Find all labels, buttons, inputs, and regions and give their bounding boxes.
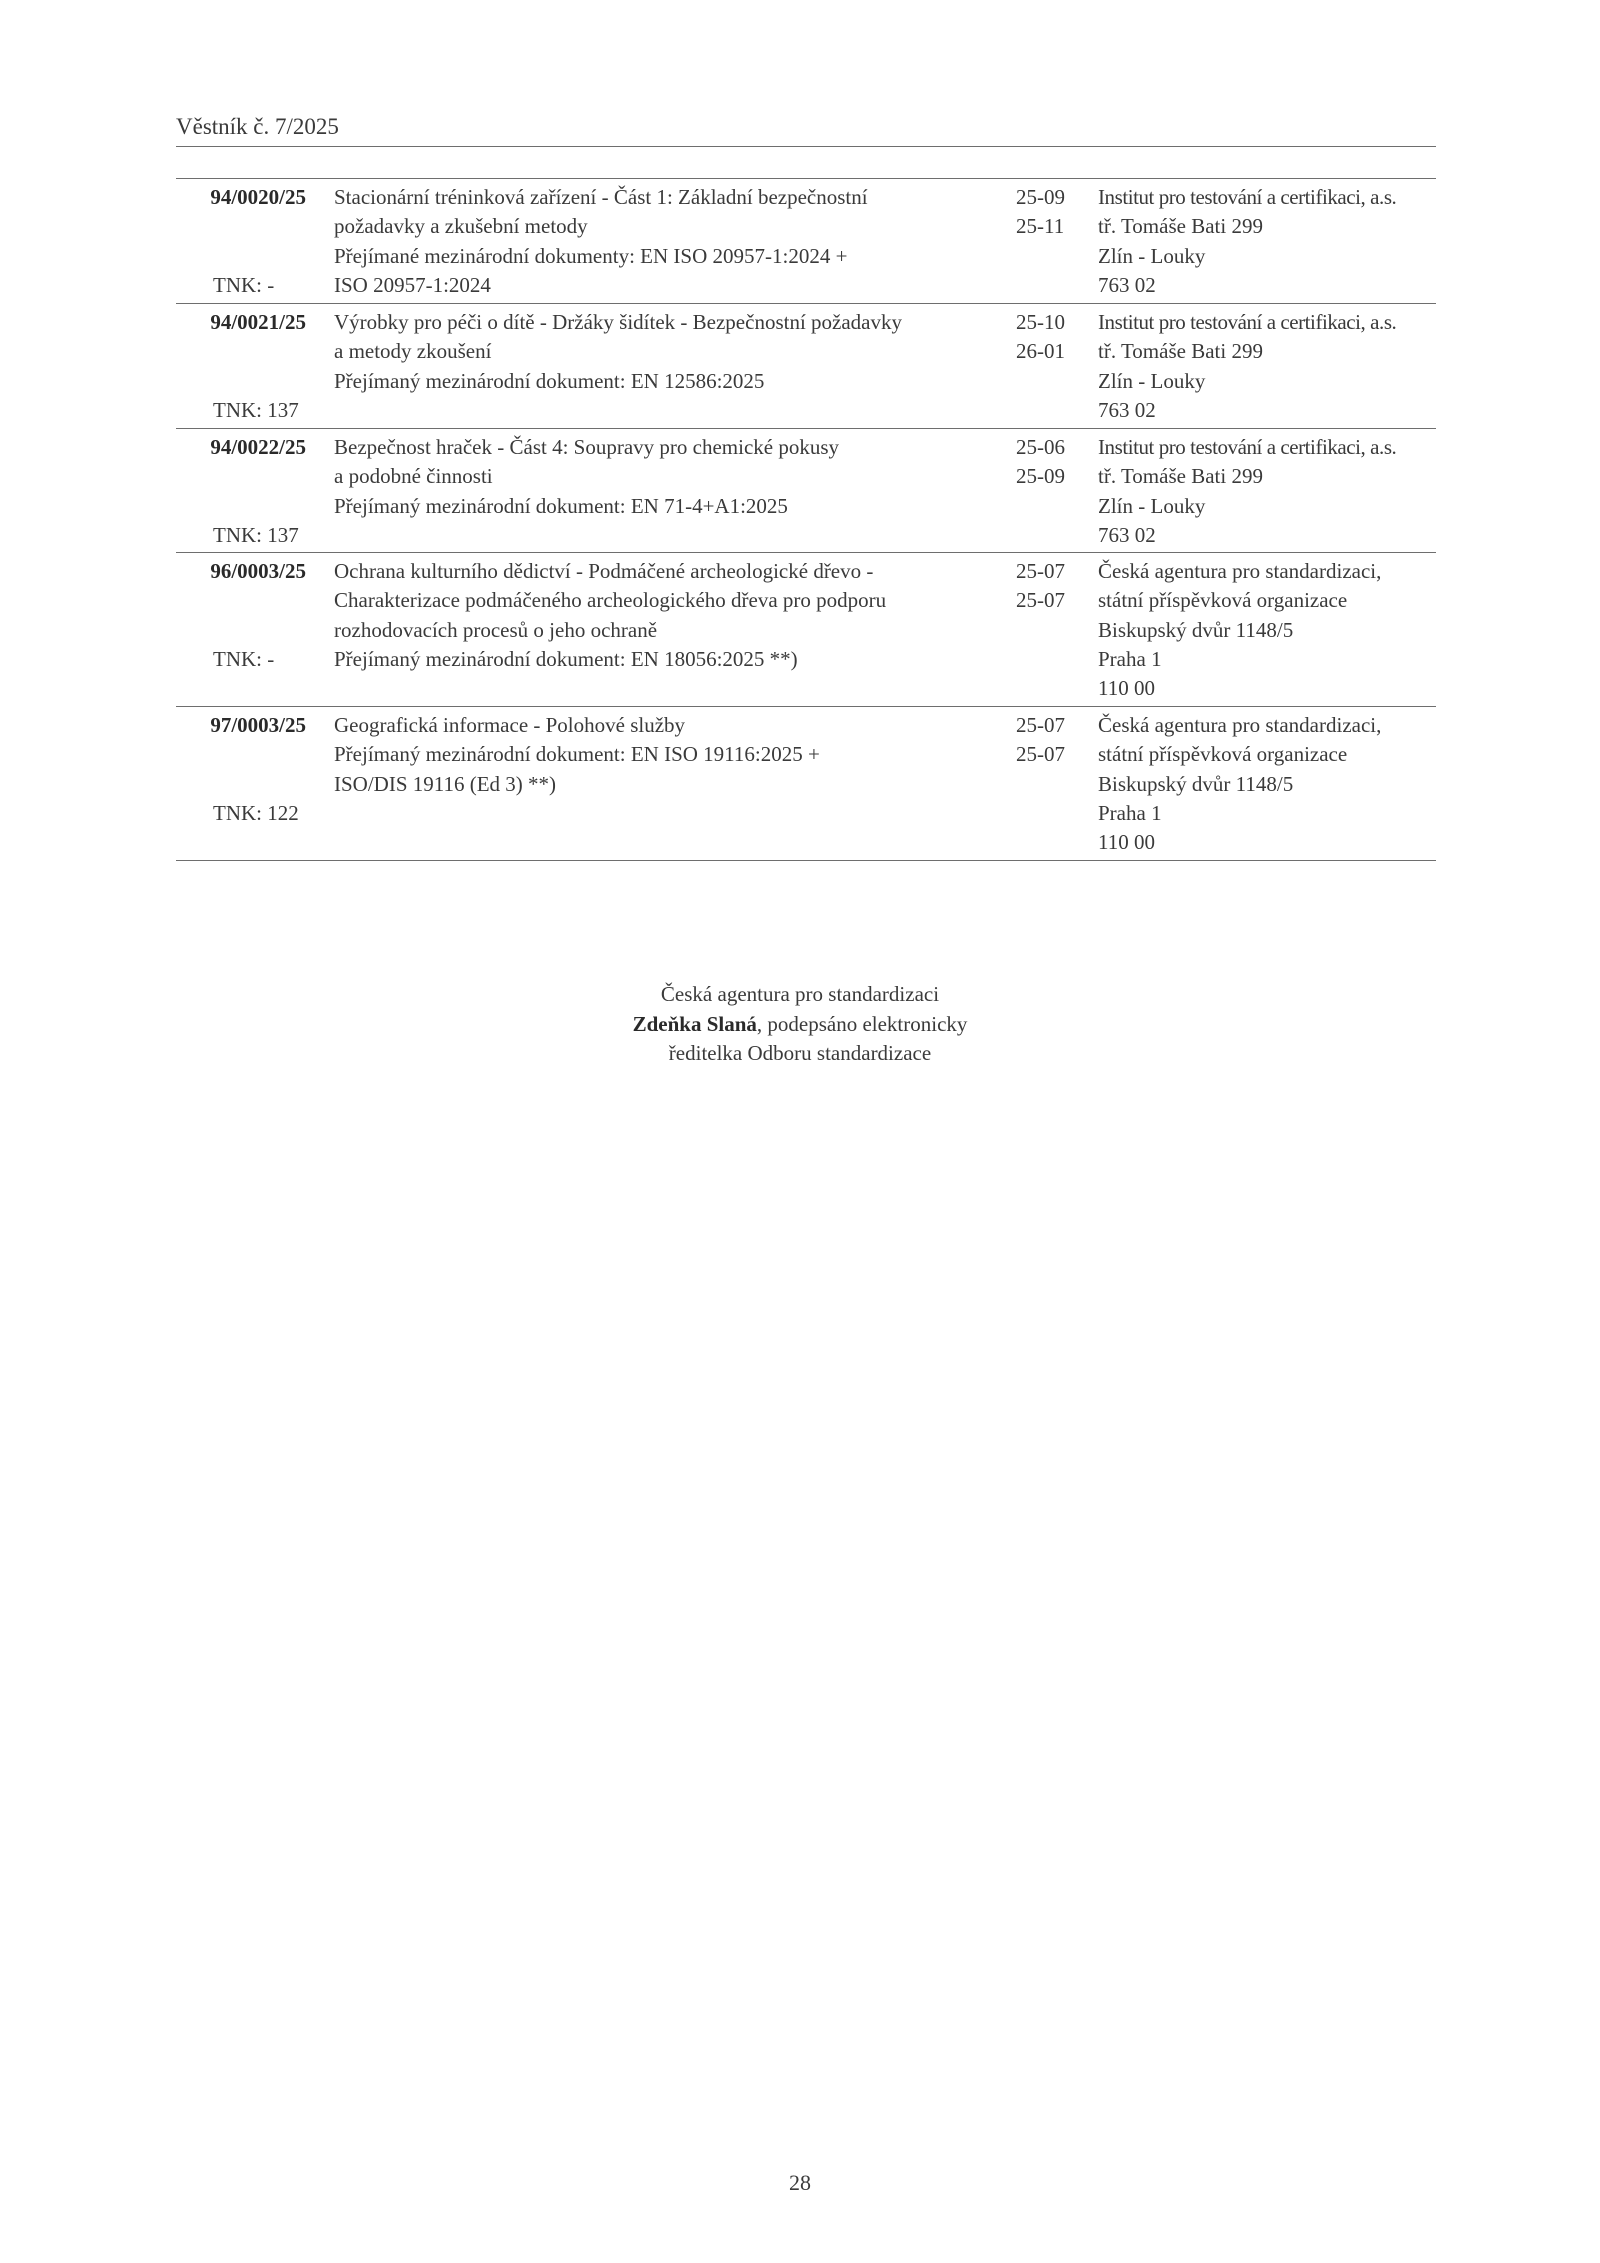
date-value: 25-09 (1016, 185, 1065, 209)
title-line: Přejímaný mezinárodní dokument: EN ISO 19116:2025 + (334, 742, 820, 767)
entry-number-column (176, 711, 306, 856)
title-line: Stacionární tréninková zařízení - Část 1: Základní bezpečnostní (334, 185, 868, 209)
signature-block (0, 980, 1600, 1069)
entry-number-column (176, 433, 306, 548)
title-line: požadavky a zkušební metody (334, 214, 588, 239)
entry-dates (1016, 711, 1086, 770)
table-row (176, 707, 1436, 861)
entry-title (334, 711, 994, 799)
table-row (176, 304, 1436, 429)
title-line: ISO/DIS 19116 (Ed 3) **) (334, 771, 557, 796)
tnk-label: TNK: - (213, 646, 275, 671)
entry-address (1098, 711, 1436, 857)
entry-title (334, 183, 994, 300)
title-line: a podobné činnosti (334, 464, 493, 489)
tnk-label: TNK: - (213, 272, 275, 297)
title-line: rozhodovacích procesů o jeho ochraně (334, 617, 658, 642)
address-line: Zlín - Louky (1098, 243, 1206, 268)
title-line: Charakterizace podmáčeného archeologického dřeva pro podporu (334, 588, 887, 613)
journal-title: Věstník č. 7/2025 (176, 114, 339, 139)
address-line: státní příspěvková organizace (1098, 742, 1348, 767)
date-value: 25-07 (1016, 742, 1065, 767)
title-line: a metody zkoušení (334, 339, 492, 364)
page-header (176, 112, 1436, 147)
address-line: tř. Tomáše Bati 299 (1098, 464, 1263, 489)
address-line: Česká agentura pro standardizaci, (1098, 713, 1382, 737)
address-line: 763 02 (1098, 272, 1156, 297)
address-line: Biskupský dvůr 1148/5 (1098, 617, 1294, 642)
title-line: Přejímaný mezinárodní dokument: EN 12586:2025 (334, 368, 765, 393)
address-line: Biskupský dvůr 1148/5 (1098, 771, 1294, 796)
address-line: 110 00 (1098, 830, 1155, 855)
title-line: Bezpečnost hraček - Část 4: Soupravy pro chemické pokusy (334, 435, 840, 459)
title-line: Výrobky pro péči o dítě - Držáky šidítek - Bezpečnostní požadavky (334, 310, 902, 334)
title-line: Geografická informace - Polohové služby (334, 713, 686, 737)
title-line: Přejímaný mezinárodní dokument: EN 18056:2025 **) (334, 646, 798, 671)
tnk-label: TNK: 137 (213, 522, 299, 547)
address-line: Zlín - Louky (1098, 368, 1206, 393)
entry-dates (1016, 433, 1086, 492)
signatory-name: Zdeňka Slaná (632, 1011, 757, 1036)
tnk-label: TNK: 137 (213, 397, 299, 422)
entry-title (334, 308, 994, 396)
entry-address (1098, 557, 1436, 703)
date-value: 25-06 (1016, 435, 1065, 459)
signature-agency: Česká agentura pro standardizaci (660, 982, 940, 1006)
entry-address (1098, 183, 1436, 300)
table-row (176, 429, 1436, 553)
address-line: Institut pro testování a certifikaci, a.s. (1098, 435, 1397, 459)
entry-dates (1016, 557, 1086, 616)
address-line: Institut pro testování a certifikaci, a.s. (1098, 185, 1397, 209)
title-line: Přejímaný mezinárodní dokument: EN 71-4+A1:2025 (334, 493, 788, 518)
address-line: tř. Tomáše Bati 299 (1098, 339, 1263, 364)
table-row (176, 553, 1436, 707)
entry-title (334, 433, 994, 521)
date-value: 25-10 (1016, 310, 1065, 334)
date-value: 25-09 (1016, 464, 1065, 489)
title-line: Přejímané mezinárodní dokumenty: EN ISO 20957-1:2024 + (334, 243, 848, 268)
date-value: 25-07 (1016, 559, 1065, 583)
entry-dates (1016, 308, 1086, 367)
entry-number: 94/0022/25 (210, 435, 306, 459)
entry-number-column (176, 308, 306, 424)
entry-number-column (176, 183, 306, 299)
address-line: Zlín - Louky (1098, 493, 1206, 518)
entry-number: 97/0003/25 (210, 713, 306, 737)
entry-number: 96/0003/25 (210, 559, 306, 583)
address-line: Praha 1 (1098, 646, 1162, 671)
signature-line (0, 1010, 1600, 1040)
table-row (176, 179, 1436, 304)
entry-number-column (176, 557, 306, 702)
entry-dates (1016, 183, 1086, 242)
date-value: 25-11 (1016, 214, 1065, 239)
standards-table (176, 178, 1436, 861)
date-value: 25-07 (1016, 713, 1065, 737)
entry-number: 94/0020/25 (210, 185, 306, 209)
address-line: 110 00 (1098, 676, 1155, 701)
tnk-label: TNK: 122 (213, 800, 299, 825)
address-line: Praha 1 (1098, 800, 1162, 825)
address-line: 763 02 (1098, 397, 1156, 422)
address-line: tř. Tomáše Bati 299 (1098, 214, 1263, 239)
entry-title (334, 557, 994, 674)
title-line: ISO 20957-1:2024 (334, 272, 491, 297)
address-line: státní příspěvková organizace (1098, 588, 1348, 613)
entry-address (1098, 433, 1436, 550)
page-number: 28 (789, 2170, 811, 2195)
entry-number: 94/0021/25 (210, 310, 306, 334)
signed-text: , podepsáno elektronicky (756, 1011, 968, 1036)
date-value: 25-07 (1016, 588, 1065, 613)
address-line: Institut pro testování a certifikaci, a.s. (1098, 310, 1397, 334)
address-line: 763 02 (1098, 522, 1156, 547)
signatory-role: ředitelka Odboru standardizace (668, 1041, 932, 1065)
address-line: Česká agentura pro standardizaci, (1098, 559, 1382, 583)
title-line: Ochrana kulturního dědictví - Podmáčené archeologické dřevo - (334, 559, 874, 583)
date-value: 26-01 (1016, 339, 1065, 364)
entry-address (1098, 308, 1436, 425)
